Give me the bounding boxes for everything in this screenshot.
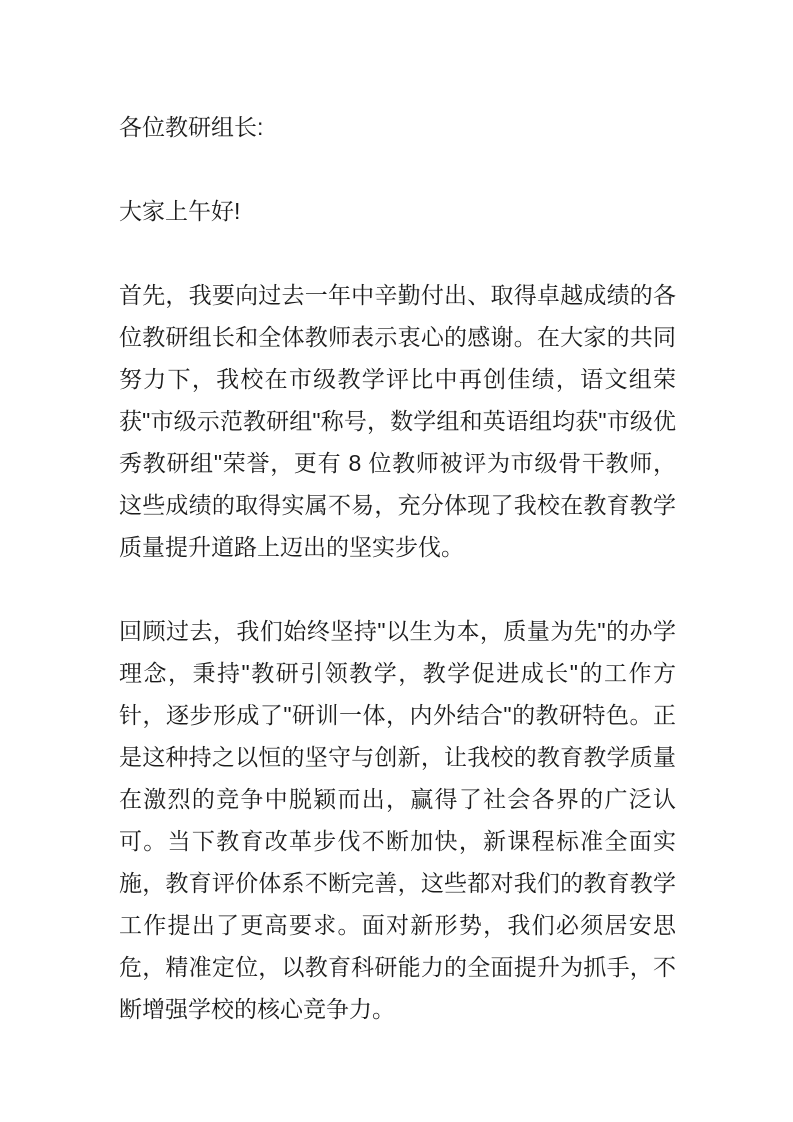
- salutation: 各位教研组长:: [119, 114, 264, 140]
- greeting: 大家上午好!: [119, 198, 241, 224]
- paragraph-review: 回顾过去，我们始终坚持"以生为本，质量为先"的办学理念，秉持"教研引领教学，教学促进成长"的工作方针，逐步形成了"研训一体，内外结合"的教研特色。正是这种持之以恒的坚守与创新，让我校的教育教学质量在激烈的竞争中脱颖而出，赢得了社会各界的广泛认可。当下教育改革步伐不断加快，新课程标准全面实施，教育评价体系不断完善，这些都对我们的教育教学工作提出了更高要求。面对新形势，我们必须居安思危，精准定位，以教育科研能力的全面提升为抓手，不断增强学校的核心竞争力。: [119, 618, 676, 1022]
- paragraph-achievements: 首先，我要向过去一年中辛勤付出、取得卓越成绩的各位教研组长和全体教师表示衷心的感谢。在大家的共同努力下，我校在市级教学评比中再创佳绩，语文组荣获"市级示范教研组"称号，数学组和英语组均获"市级优秀教研组"荣誉，更有 8 位教师被评为市级骨干教师，这些成绩的取得实属不易，充分体现了我校在教育教学质量提升道路上迈出的坚实步伐。: [119, 282, 676, 560]
